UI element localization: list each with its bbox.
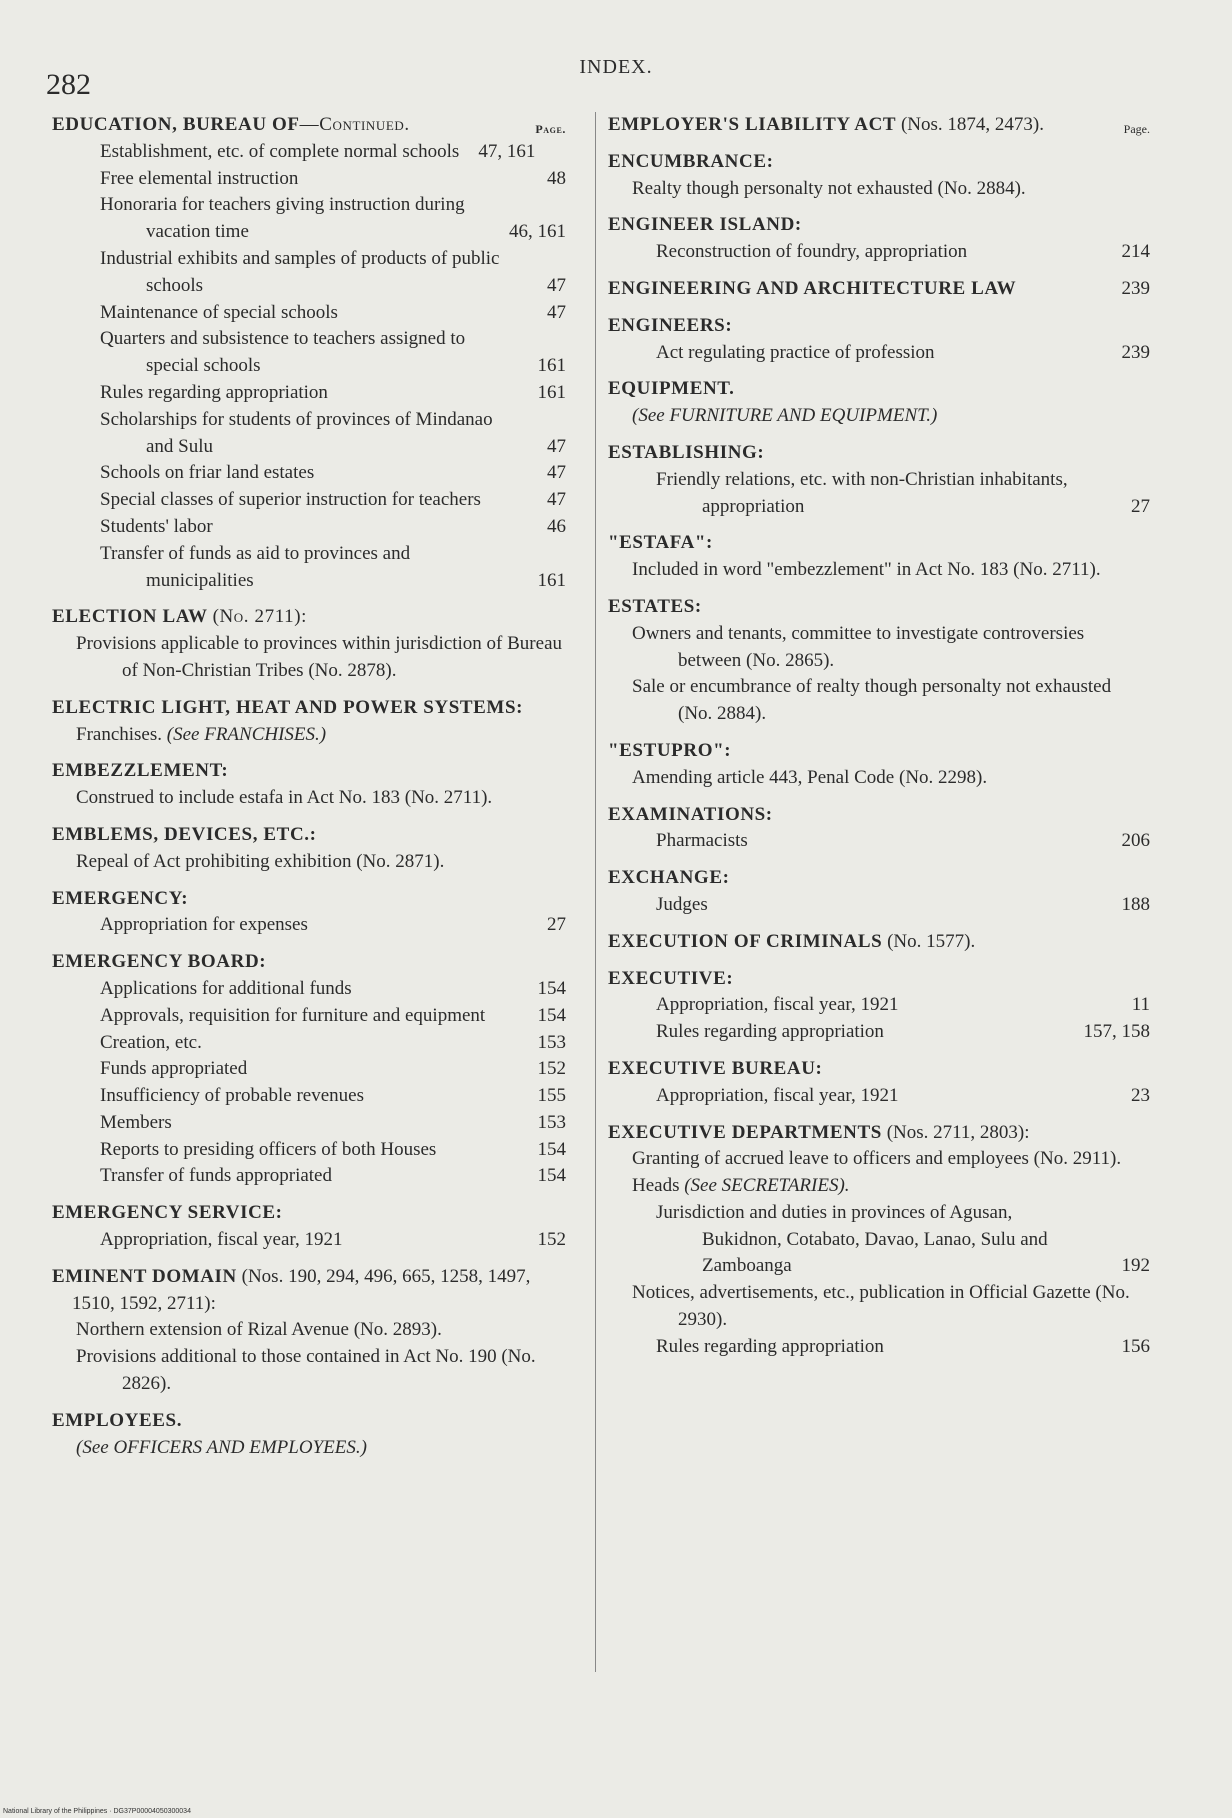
entry-equipment: EQUIPMENT. (See FURNITURE AND EQUIPMENT.) (608, 376, 1150, 430)
entry-eminent-domain: EMINENT DOMAIN (Nos. 190, 294, 496, 665, 1258, 1497, 1510, 1592, 2711): Northern extension of Rizal Avenue (No. 2893). Provisions additional to those contained in Act No. 190 (No. 2826). (52, 1264, 566, 1398)
subentry: Repeal of Act prohibiting exhibition (No. 2871). (76, 850, 445, 872)
subentry: Free elemental instruction 48 (100, 167, 566, 189)
page-header: INDEX. (579, 56, 653, 78)
subentry: Approvals, requisition for furniture and equipment 154 (100, 1004, 566, 1026)
subentry: Jurisdiction and duties in provinces of Agusan, Bukidnon, Cotabato, Davao, Lanao, Sulu and Zamboanga 192 (656, 1201, 1150, 1277)
entry-emergency-board: EMERGENCY BOARD: Applications for additional funds 154 Approvals, requisition for furniture and equipment 154 Creation, etc. 153 Funds appropriated 152 Insufficiency of probable revenues 155 Members 153 Reports to presiding officers of both Houses 154 Transfer of funds appropriated 154 (52, 949, 566, 1190)
subentry: Provisions applicable to provinces within jurisdiction of Bureau of Non-Christian Tribes (No. 2878). (76, 633, 563, 681)
subentry: Special classes of superior instruction for teachers 47 (100, 489, 566, 511)
subentry: Included in word "embezzlement" in Act No. 183 (No. 2711). (632, 559, 1101, 581)
entry-embezzlement: EMBEZZLEMENT: Construed to include estafa in Act No. 183 (No. 2711). (52, 758, 566, 812)
subentry: Scholarships for students of provinces of Mindanao and Sulu 47 (100, 408, 566, 457)
subentry: Applications for additional funds 154 (100, 977, 566, 999)
subentry: Sale or encumbrance of realty though personalty not exhausted (No. 2884). (632, 676, 1112, 725)
entry-heading: Page. EDUCATION, BUREAU OF—Continued. (52, 112, 566, 139)
see-reference: (See FRANCHISES.) (166, 723, 327, 745)
subentry: Appropriation for expenses 27 (100, 914, 566, 936)
subentry: Reports to presiding officers of both Houses 154 (100, 1138, 566, 1160)
subentry: Judges 188 (656, 893, 1150, 915)
subentry: Rules regarding appropriation 156 (656, 1335, 1150, 1357)
entry-emergency-service: EMERGENCY SERVICE: Appropriation, fiscal year, 1921 152 (52, 1200, 566, 1254)
subentry: Northern extension of Rizal Avenue (No. 2893). (76, 1319, 442, 1341)
entry-estafa: "ESTAFA": Included in word "embezzlement" in Act No. 183 (No. 2711). (608, 530, 1150, 584)
entry-execution-criminals: EXECUTION OF CRIMINALS (No. 1577). (608, 930, 976, 952)
subentry: Notices, advertisements, etc., publication in Official Gazette (No. 2930). (632, 1282, 1130, 1331)
page-column-label: Page. (1123, 122, 1150, 136)
subentry: Quarters and subsistence to teachers assigned to special schools 161 (100, 328, 566, 377)
entry-education-bureau (52, 112, 566, 594)
subentry: Appropriation, fiscal year, 1921 23 (656, 1084, 1150, 1106)
subentry: Rules regarding appropriation 161 (100, 381, 566, 403)
subentry: Provisions additional to those contained in Act No. 190 (No. 2826). (76, 1346, 536, 1395)
subentry: Friendly relations, etc. with non-Christian inhabitants, appropriation 27 (656, 468, 1150, 517)
subentry: Funds appropriated 152 (100, 1058, 566, 1080)
entry-exchange: EXCHANGE: Judges 188 (608, 865, 1150, 919)
left-column (52, 112, 566, 1471)
entry-executive: EXECUTIVE: Appropriation, fiscal year, 1921 11 Rules regarding appropriation 157, 158 (608, 966, 1150, 1046)
subentry: Students' labor 46 (100, 515, 566, 537)
subentry: Granting of accrued leave to officers and employees (No. 2911). (632, 1148, 1122, 1170)
subentry: Maintenance of special schools 47 (100, 301, 566, 323)
subentry: Members 153 (100, 1111, 566, 1133)
entry-engineering-architecture: ENGINEERING AND ARCHITECTURE LAW 239 (608, 277, 1150, 299)
entry-election-law: ELECTION LAW (No. 2711): Provisions applicable to provinces within jurisdiction of Bureau of Non-Christian Tribes (No. 2878). (52, 604, 566, 684)
subentry: Amending article 443, Penal Code (No. 2298). (632, 766, 988, 788)
column-divider (595, 112, 596, 1672)
subentry: Reconstruction of foundry, appropriation 214 (656, 241, 1150, 263)
entry-emergency: EMERGENCY: Appropriation for expenses 27 (52, 886, 566, 940)
entry-employees: EMPLOYEES. (See OFFICERS AND EMPLOYEES.) (52, 1408, 566, 1462)
subentry: Act regulating practice of profession 239 (656, 341, 1150, 363)
entry-encumbrance: ENCUMBRANCE: Realty though personalty not exhausted (No. 2884). (608, 149, 1150, 203)
see-reference: (See SECRETARIES). (684, 1175, 850, 1197)
entry-executive-departments: EXECUTIVE DEPARTMENTS (Nos. 2711, 2803): Granting of accrued leave to officers and employees (No. 2911). Heads (See SECRETARIES). Jurisdiction and duties in provinces of Agusan, Bukidnon, Cotabato, Davao, Lanao, Sulu and Zamboanga 192 Notices, advertisements, etc., publication in Official Gazette (No. 2930). Rules regarding appropriation 156 (608, 1120, 1150, 1361)
entry-examinations: EXAMINATIONS: Pharmacists 206 (608, 802, 1150, 856)
subentry: Appropriation, fiscal year, 1921 11 (656, 994, 1150, 1016)
page-number: 282 (46, 68, 91, 101)
subentry: Transfer of funds as aid to provinces and municipalities 161 (100, 542, 566, 591)
entry-estupro: "ESTUPRO": Amending article 443, Penal Code (No. 2298). (608, 738, 1150, 792)
entry-electric-light: ELECTRIC LIGHT, HEAT AND POWER SYSTEMS: Franchises. (See FRANCHISES.) (52, 695, 566, 749)
subentry: Industrial exhibits and samples of products of public schools 47 (100, 247, 566, 296)
entry-emblems: EMBLEMS, DEVICES, ETC.: Repeal of Act prohibiting exhibition (No. 2871). (52, 822, 566, 876)
entry-employers-liability: Page. EMPLOYER'S LIABILITY ACT (Nos. 1874, 2473). (608, 112, 1150, 139)
entry-establishing: ESTABLISHING: Friendly relations, etc. with non-Christian inhabitants, appropriation 27 (608, 440, 1150, 520)
see-reference: (See OFFICERS AND EMPLOYEES.) (76, 1436, 367, 1458)
subentry: Franchises. (See FRANCHISES.) (76, 723, 327, 745)
see-reference: (See FURNITURE AND EQUIPMENT.) (632, 405, 938, 427)
entry-engineers: ENGINEERS: Act regulating practice of profession 239 (608, 313, 1150, 367)
subentry: Establishment, etc. of complete normal schools 47, 161 (100, 140, 536, 162)
subentry: Honoraria for teachers giving instruction during vacation time 46, 161 (100, 194, 566, 243)
subentry: Pharmacists 206 (656, 830, 1150, 852)
right-column (608, 112, 1150, 1371)
subentry: Schools on friar land estates 47 (100, 462, 566, 484)
subentry: Insufficiency of probable revenues 155 (100, 1085, 566, 1107)
entry-executive-bureau: EXECUTIVE BUREAU: Appropriation, fiscal year, 1921 23 (608, 1056, 1150, 1110)
subentry: Transfer of funds appropriated 154 (100, 1165, 566, 1187)
scan-footer: National Library of the Philippines · DG37P00004050300034 (3, 1808, 191, 1815)
subentry: Rules regarding appropriation 157, 158 (656, 1021, 1150, 1043)
subentry: Construed to include estafa in Act No. 183 (No. 2711). (76, 787, 493, 809)
subentry: Creation, etc. 153 (100, 1031, 566, 1053)
page-column-label: Page. (535, 122, 566, 136)
entry-engineer-island: ENGINEER ISLAND: Reconstruction of foundry, appropriation 214 (608, 212, 1150, 266)
entry-estates: ESTATES: Owners and tenants, committee to investigate controversies between (No. 2865). Sale or encumbrance of realty though personalty not exhausted (No. 2884). (608, 594, 1150, 728)
subentry: Heads (See SECRETARIES). (632, 1175, 850, 1197)
subentry: Realty though personalty not exhausted (No. 2884). (632, 177, 1026, 199)
subentry: Appropriation, fiscal year, 1921 152 (100, 1229, 566, 1251)
subentry: Owners and tenants, committee to investigate controversies between (No. 2865). (632, 622, 1085, 671)
